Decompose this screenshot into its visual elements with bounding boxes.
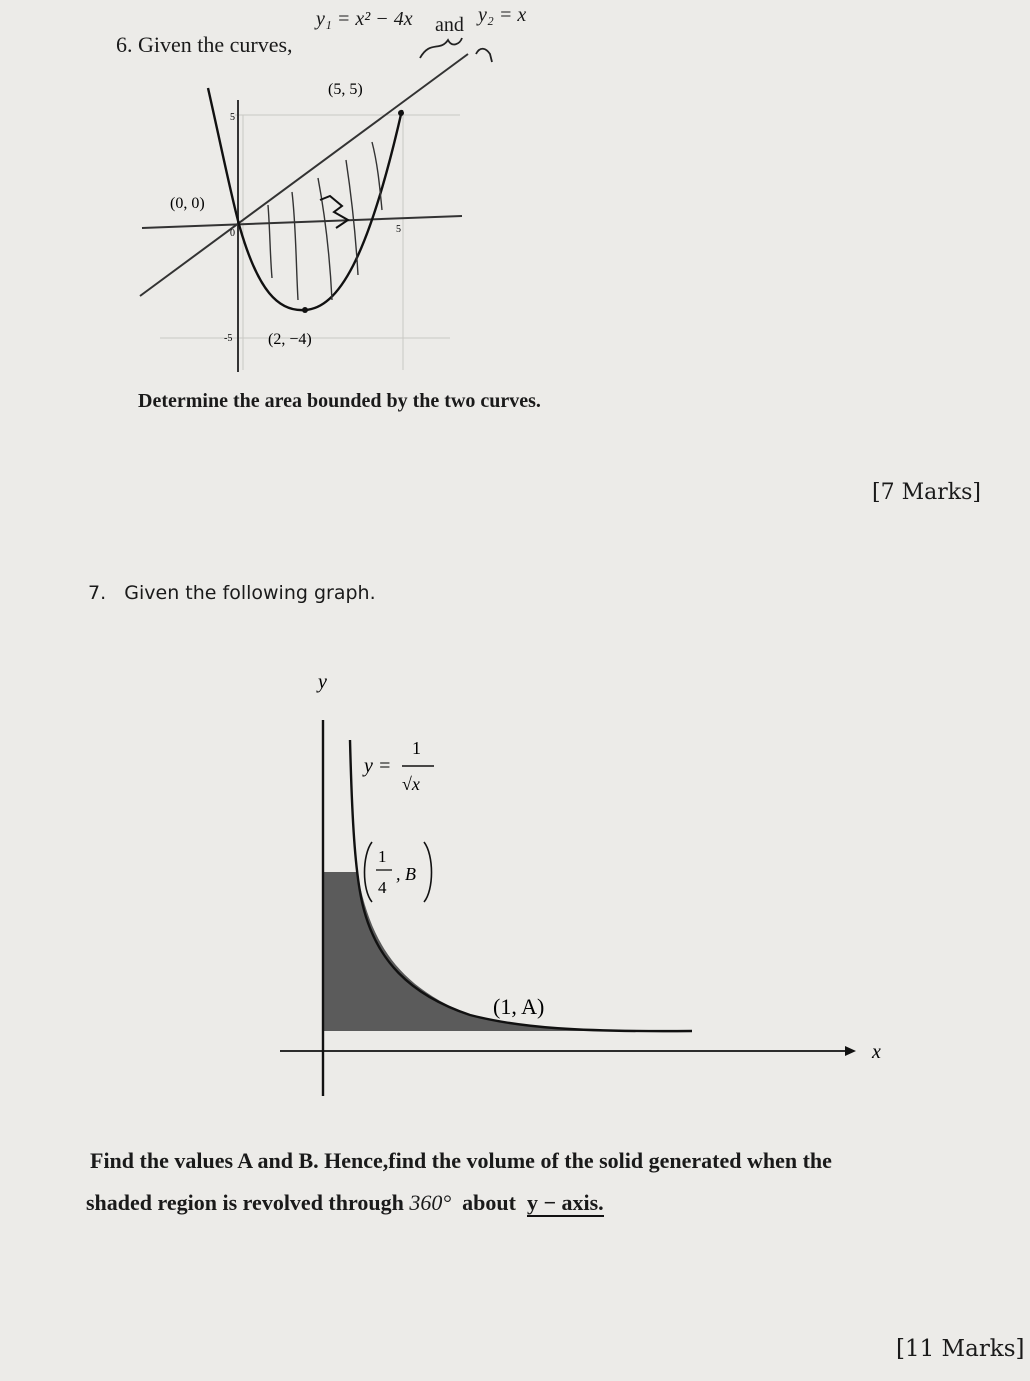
q6-tick-5-y: 5 xyxy=(230,112,235,123)
q7-pointA-label: (1, A) xyxy=(493,994,545,1019)
q7-question-line1: Find the values A and B. Hence,find the volume of the solid generated when the xyxy=(90,1148,832,1173)
q7-paren-left xyxy=(365,842,373,902)
q6-marks: [7 Marks] xyxy=(872,480,981,505)
q6-question: Determine the area bounded by the two curves. xyxy=(138,390,541,412)
q6-label-top: (5, 5) xyxy=(328,81,363,98)
q6-number: 6. xyxy=(116,32,133,57)
q7-question-line2-a: shaded region is revolved through xyxy=(86,1190,404,1215)
q6-equation-2: y₂ = x xyxy=(478,4,527,26)
q7-paren-right xyxy=(424,842,432,902)
q6-point-top-dot xyxy=(398,110,404,116)
q7-y-label: y xyxy=(318,671,327,693)
q6-x-axis xyxy=(142,216,462,228)
q7-function-num: 1 xyxy=(412,738,421,758)
q6-scribble-icon xyxy=(420,38,492,62)
q7-x-arrow-icon xyxy=(845,1046,856,1056)
q6-hatching xyxy=(268,142,382,300)
q6-tick-neg5: -5 xyxy=(224,333,233,344)
q7-pointB-num: 1 xyxy=(378,847,387,866)
q6-equation-1: y₁ = x² − 4x xyxy=(316,8,413,30)
q7-function-lhs: y = xyxy=(364,755,392,777)
q7-question-degrees: 360° xyxy=(409,1190,452,1215)
q6-line-y2 xyxy=(140,54,468,296)
q7-function-den: √x xyxy=(402,774,420,794)
q6-tick-origin: 0 xyxy=(230,228,235,239)
q7-intro: Given the following graph. xyxy=(124,582,376,604)
q7-x-label: x xyxy=(872,1041,881,1063)
q7-heading xyxy=(88,582,376,604)
q6-vertex-dot xyxy=(302,307,308,313)
q7-pointB-label: , B xyxy=(396,864,416,884)
q6-label-vertex: (2, −4) xyxy=(268,331,312,348)
q6-intro: Given the curves, xyxy=(138,32,293,57)
q6-label-origin: (0, 0) xyxy=(170,195,205,212)
q7-number: 7. xyxy=(88,582,107,604)
q7-marks: [11 Marks] xyxy=(896,1336,1025,1362)
q7-question-axis: y − axis. xyxy=(526,1190,604,1215)
q6-tick-5-x: 5 xyxy=(396,224,401,235)
q6-and: and xyxy=(435,14,464,36)
q7-pointB-den: 4 xyxy=(378,878,387,897)
q7-graph xyxy=(0,640,1030,1120)
q6-graph xyxy=(0,0,1030,420)
q7-question-line2 xyxy=(86,1190,604,1216)
q7-question-line2-b: about xyxy=(462,1190,516,1215)
